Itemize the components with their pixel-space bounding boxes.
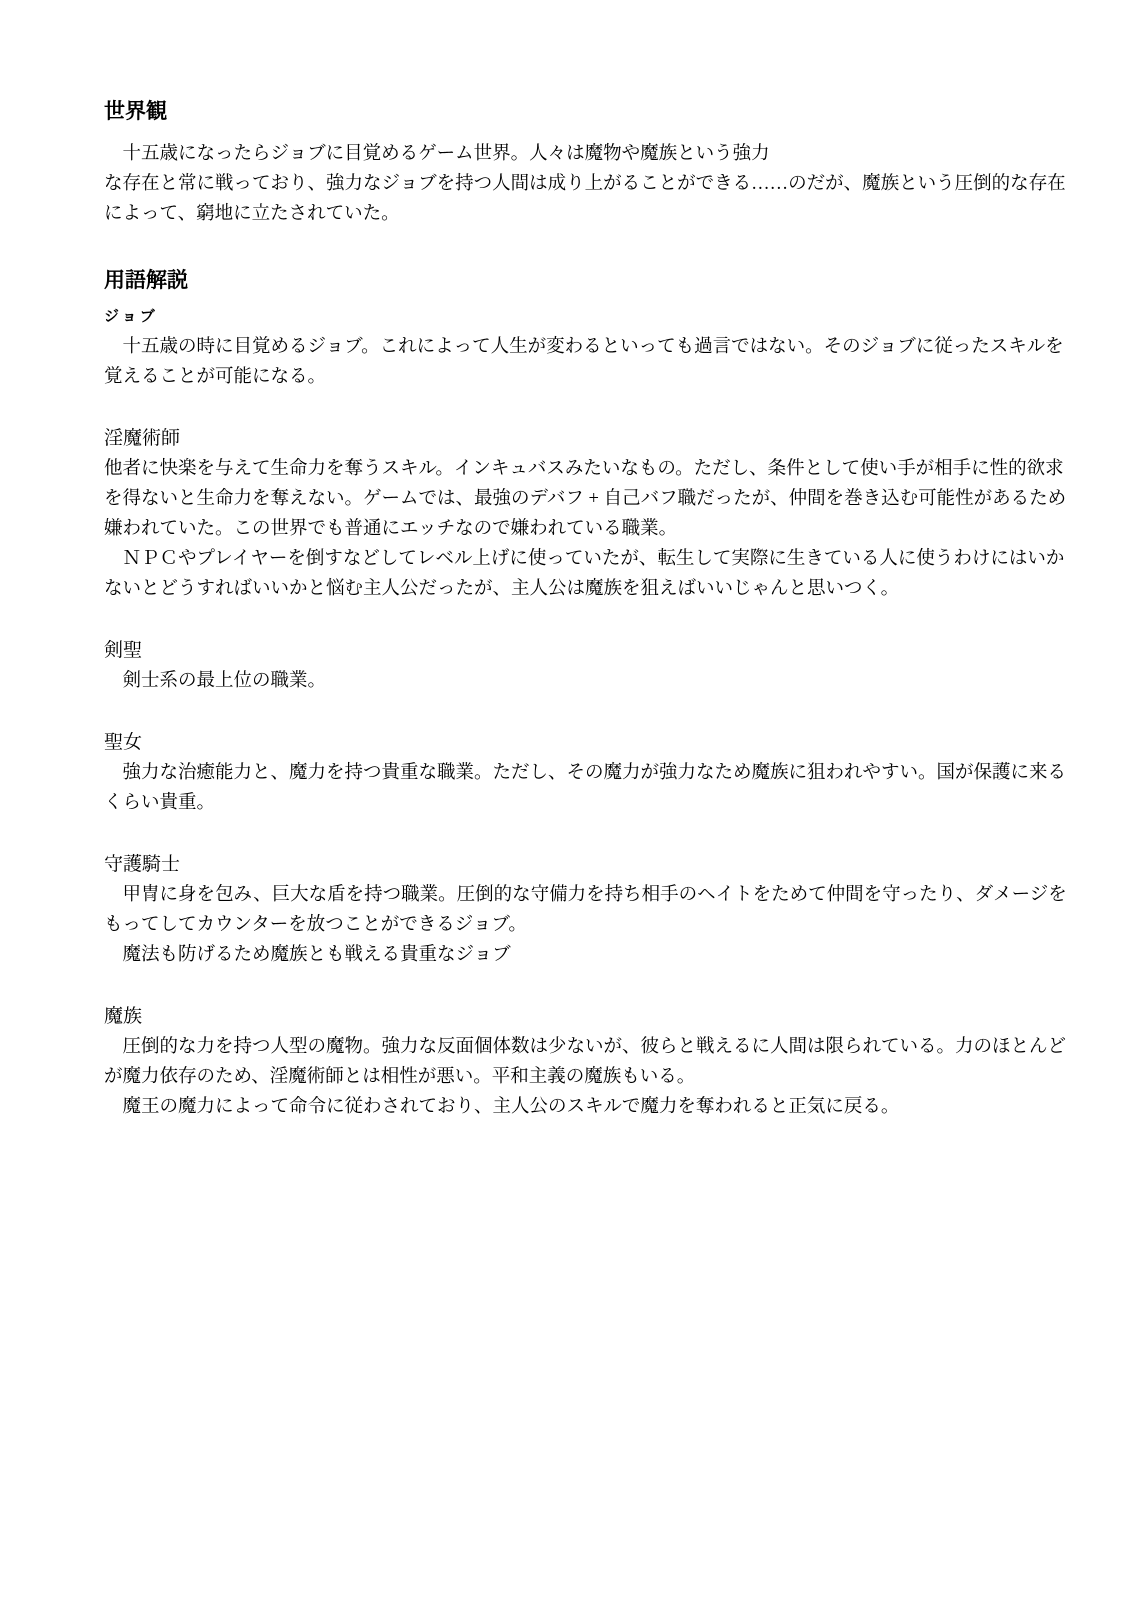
text-line: 圧倒的な力を持つ人型の魔物。強力な反面個体数は少ないが、彼らと戦えるに人間は限られている。力のほとんど <box>104 1037 1067 1057</box>
paragraph <box>104 454 1067 604</box>
section-heading: 用語解説 <box>104 269 188 292</box>
paragraph <box>104 758 1067 818</box>
text-line: 強力な治癒能力と、魔力を持つ貴重な職業。ただし、その魔力が強力なため魔族に狙われやすい。国が保護に来る <box>104 763 1067 783</box>
term-heading: 守護騎士 <box>104 854 181 875</box>
term-heading: 剣聖 <box>104 640 143 661</box>
text-line: 魔王の魔力によって命令に従わされており、主人公のスキルで魔力を奪われると正気に戻る。 <box>104 1097 900 1117</box>
text-line: な存在と常に戦っており、強力なジョブを持つ人間は成り上がることができる……のだが、魔族という圧倒的な存在 <box>104 174 1066 194</box>
paragraph <box>104 880 1067 970</box>
text-line: によって、窮地に立たされていた。 <box>104 204 400 224</box>
text-line: 他者に快楽を与えて生命力を奪うスキル。インキュバスみたいなもの。ただし、条件として使い手が相手に性的欲求 <box>104 459 1064 479</box>
text-line: が魔力依存のため、淫魔術師とは相性が悪い。平和主義の魔族もいる。 <box>104 1067 696 1087</box>
text-line: を得ないと生命力を奪えない。ゲームでは、最強のデバフ + 自己バフ職だったが、仲間を巻き込む可能性があるため <box>104 489 1067 509</box>
text-line: ないとどうすればいいかと悩む主人公だったが、主人公は魔族を狙えばいいじゃんと思いつく。 <box>104 579 900 599</box>
text-line: くらい貴重。 <box>104 793 216 813</box>
term-heading: 聖女 <box>104 732 143 753</box>
text-line: ＮＰＣやプレイヤーを倒すなどしてレベル上げに使っていたが、転生して実際に生きている人に使うわけにはいか <box>104 549 1065 569</box>
text-line: 剣士系の最上位の職業。 <box>104 671 327 691</box>
text-line: 覚えることが可能になる。 <box>104 367 327 387</box>
paragraph <box>104 1032 1067 1122</box>
term-heading: 淫魔術師 <box>104 428 181 449</box>
term-heading: 魔族 <box>104 1006 143 1027</box>
paragraph <box>104 666 1027 696</box>
text-line: 十五歳になったらジョブに目覚めるゲーム世界。人々は魔物や魔族という強力 <box>104 144 770 164</box>
paragraph <box>104 332 1064 392</box>
sub-heading: ジョブ <box>104 309 158 325</box>
text-line: 甲冑に身を包み、巨大な盾を持つ職業。圧倒的な守備力を持ち相手のヘイトをためて仲間を守ったり、ダメージを <box>104 885 1067 905</box>
text-line: もってしてカウンターを放つことができるジョブ。 <box>104 915 527 935</box>
text-line: 十五歳の時に目覚めるジョブ。これによって人生が変わるといっても過言ではない。そのジョブに従ったスキルを <box>104 337 1064 357</box>
paragraph <box>104 139 1066 229</box>
text-line: 魔法も防げるため魔族とも戦える貴重なジョブ <box>104 945 511 965</box>
text-line: 嫌われていた。この世界でも普通にエッチなので嫌われている職業。 <box>104 519 678 539</box>
section-heading: 世界観 <box>104 100 167 123</box>
